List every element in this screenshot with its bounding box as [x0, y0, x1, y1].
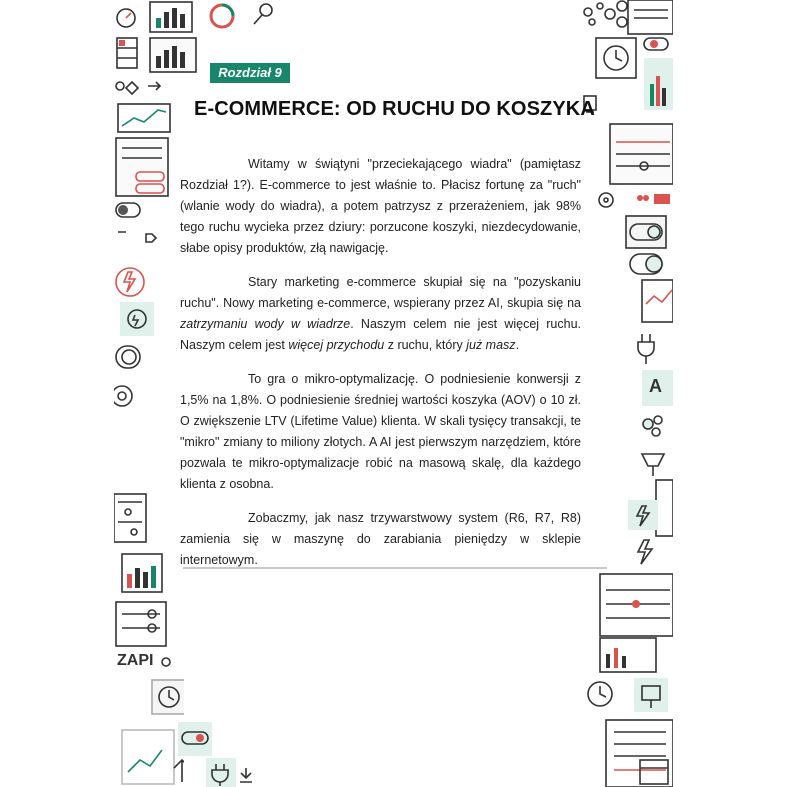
- chapter-title: E-COMMERCE: OD RUCHU DO KOSZYKA: [194, 98, 595, 120]
- bar-chart-icon: [122, 554, 162, 592]
- emphasis: więcej przychodu: [288, 338, 385, 352]
- settings-sliders-icon: [610, 124, 673, 184]
- emphasis: zatrzymaniu wody w wiadrze: [180, 317, 351, 331]
- toggle-mint-icon: [626, 216, 666, 248]
- flash-icon: [116, 268, 144, 296]
- ai-label: A: [649, 376, 662, 396]
- body-text: [180, 154, 581, 584]
- paragraph: [180, 154, 581, 259]
- text-run: z ruchu, który: [384, 338, 467, 352]
- flash-mint-icon: [628, 500, 658, 530]
- text-run: Stary marketing e-commerce skupiał się na "pozyskaniu ruchu". Nowy marketing e-commerce, wspierany przez AI, skupia się na: [180, 275, 581, 310]
- text-run: To gra o mikro-optymalizację. O podniesienie konwersji z 1,5% na 1,8%. O podniesienie średniej wartości koszyka (AOV) o 10 zł. O zwiększenie LTV (Lifetime Value) klienta. W skali tysięcy transakcji, te "mikro" zmiany to miliony złotych. A AI jest pierwszym narzędziem, które pozwala te mikro-optymalizacje robić na masową skalę, dla każdego klienta z osobna.: [180, 372, 581, 491]
- line-chart-icon: [118, 104, 170, 132]
- toggle-mint-icon-2: [630, 254, 662, 274]
- share-icon: [605, 1, 627, 27]
- divider: [183, 567, 607, 569]
- panel-icon: [656, 480, 673, 536]
- calendar-icon: [640, 760, 668, 784]
- chat-icons: [116, 82, 160, 94]
- plug-icon: [638, 334, 654, 364]
- sliders-panel-icon: [600, 574, 673, 636]
- bar-chart-mint-icon: [644, 58, 673, 110]
- spreadsheet-icon: [117, 38, 137, 68]
- trend-chart-icon: [122, 730, 174, 784]
- text-run: Zobaczmy, jak nasz trzywarstwowy system (R6, R7, R8) zamienia się w maszynę do zarabiania pieniędzy w sklepie internetowym.: [180, 511, 581, 567]
- flash-outline-icon: [638, 540, 652, 564]
- gear-small-icon: [162, 658, 170, 666]
- toggle-icon-2: [116, 346, 140, 368]
- clock-icon: [596, 38, 636, 78]
- presentation-icon: [634, 678, 668, 712]
- flower-icon: [637, 194, 670, 204]
- toggle-icon: [116, 203, 140, 217]
- donut-chart-icon: [211, 5, 233, 27]
- text-run: .: [515, 338, 520, 352]
- power-icon: [120, 302, 154, 336]
- gear-icon: [114, 386, 132, 406]
- molecule-icon: [584, 3, 603, 25]
- paragraph: [180, 369, 581, 495]
- analytics-panel-icon: [114, 494, 146, 542]
- plug-icon: [206, 758, 236, 787]
- chapter-label: Rozdział 9: [210, 63, 290, 83]
- clock-icon-2: [588, 682, 612, 706]
- settings-panel-icon: [116, 138, 168, 196]
- toggle-mint-icon: [178, 722, 212, 756]
- dashboard-bars-icon: [150, 2, 192, 32]
- gear-icon: [599, 193, 613, 207]
- network-icon: [643, 416, 662, 436]
- clock-icon: [152, 680, 184, 714]
- speedometer-icon: [117, 9, 135, 27]
- window-icon: [628, 0, 673, 34]
- bottom-left-icons: [174, 720, 264, 787]
- paragraph: [180, 272, 581, 356]
- trend-chart-icon: [642, 280, 673, 322]
- chalice-icon: [642, 454, 664, 476]
- text-run: . Naszym celem nie jest więcej ruchu. Naszym celem jest: [180, 317, 581, 352]
- toggle-red-icon: [644, 38, 668, 50]
- text-run: Witamy w świątyni "przeciekającego wiadra" (pamiętasz Rozdział 1?). E-commerce to jest właśnie to. Płacisz fortunę za "ruch" (wlanie wody do wiadra), a potem patrzysz z przerażeniem, jak 98% tego ruchu wycieka przez dziury: porzucone koszyki, niezdecydowanie, słabe opisy produktów, złą nawigację.: [180, 157, 581, 255]
- zapier-label: ZAPI: [117, 652, 154, 669]
- paragraph: [180, 508, 581, 571]
- tag-icon: [118, 232, 156, 242]
- sliders-icon: [116, 602, 166, 646]
- emphasis: już masz: [466, 338, 516, 352]
- dashboard-grid-icon: [150, 38, 196, 72]
- magnifier-icon: [254, 4, 272, 24]
- bar-chart-window-icon: [600, 638, 656, 672]
- download-icon: [240, 768, 252, 782]
